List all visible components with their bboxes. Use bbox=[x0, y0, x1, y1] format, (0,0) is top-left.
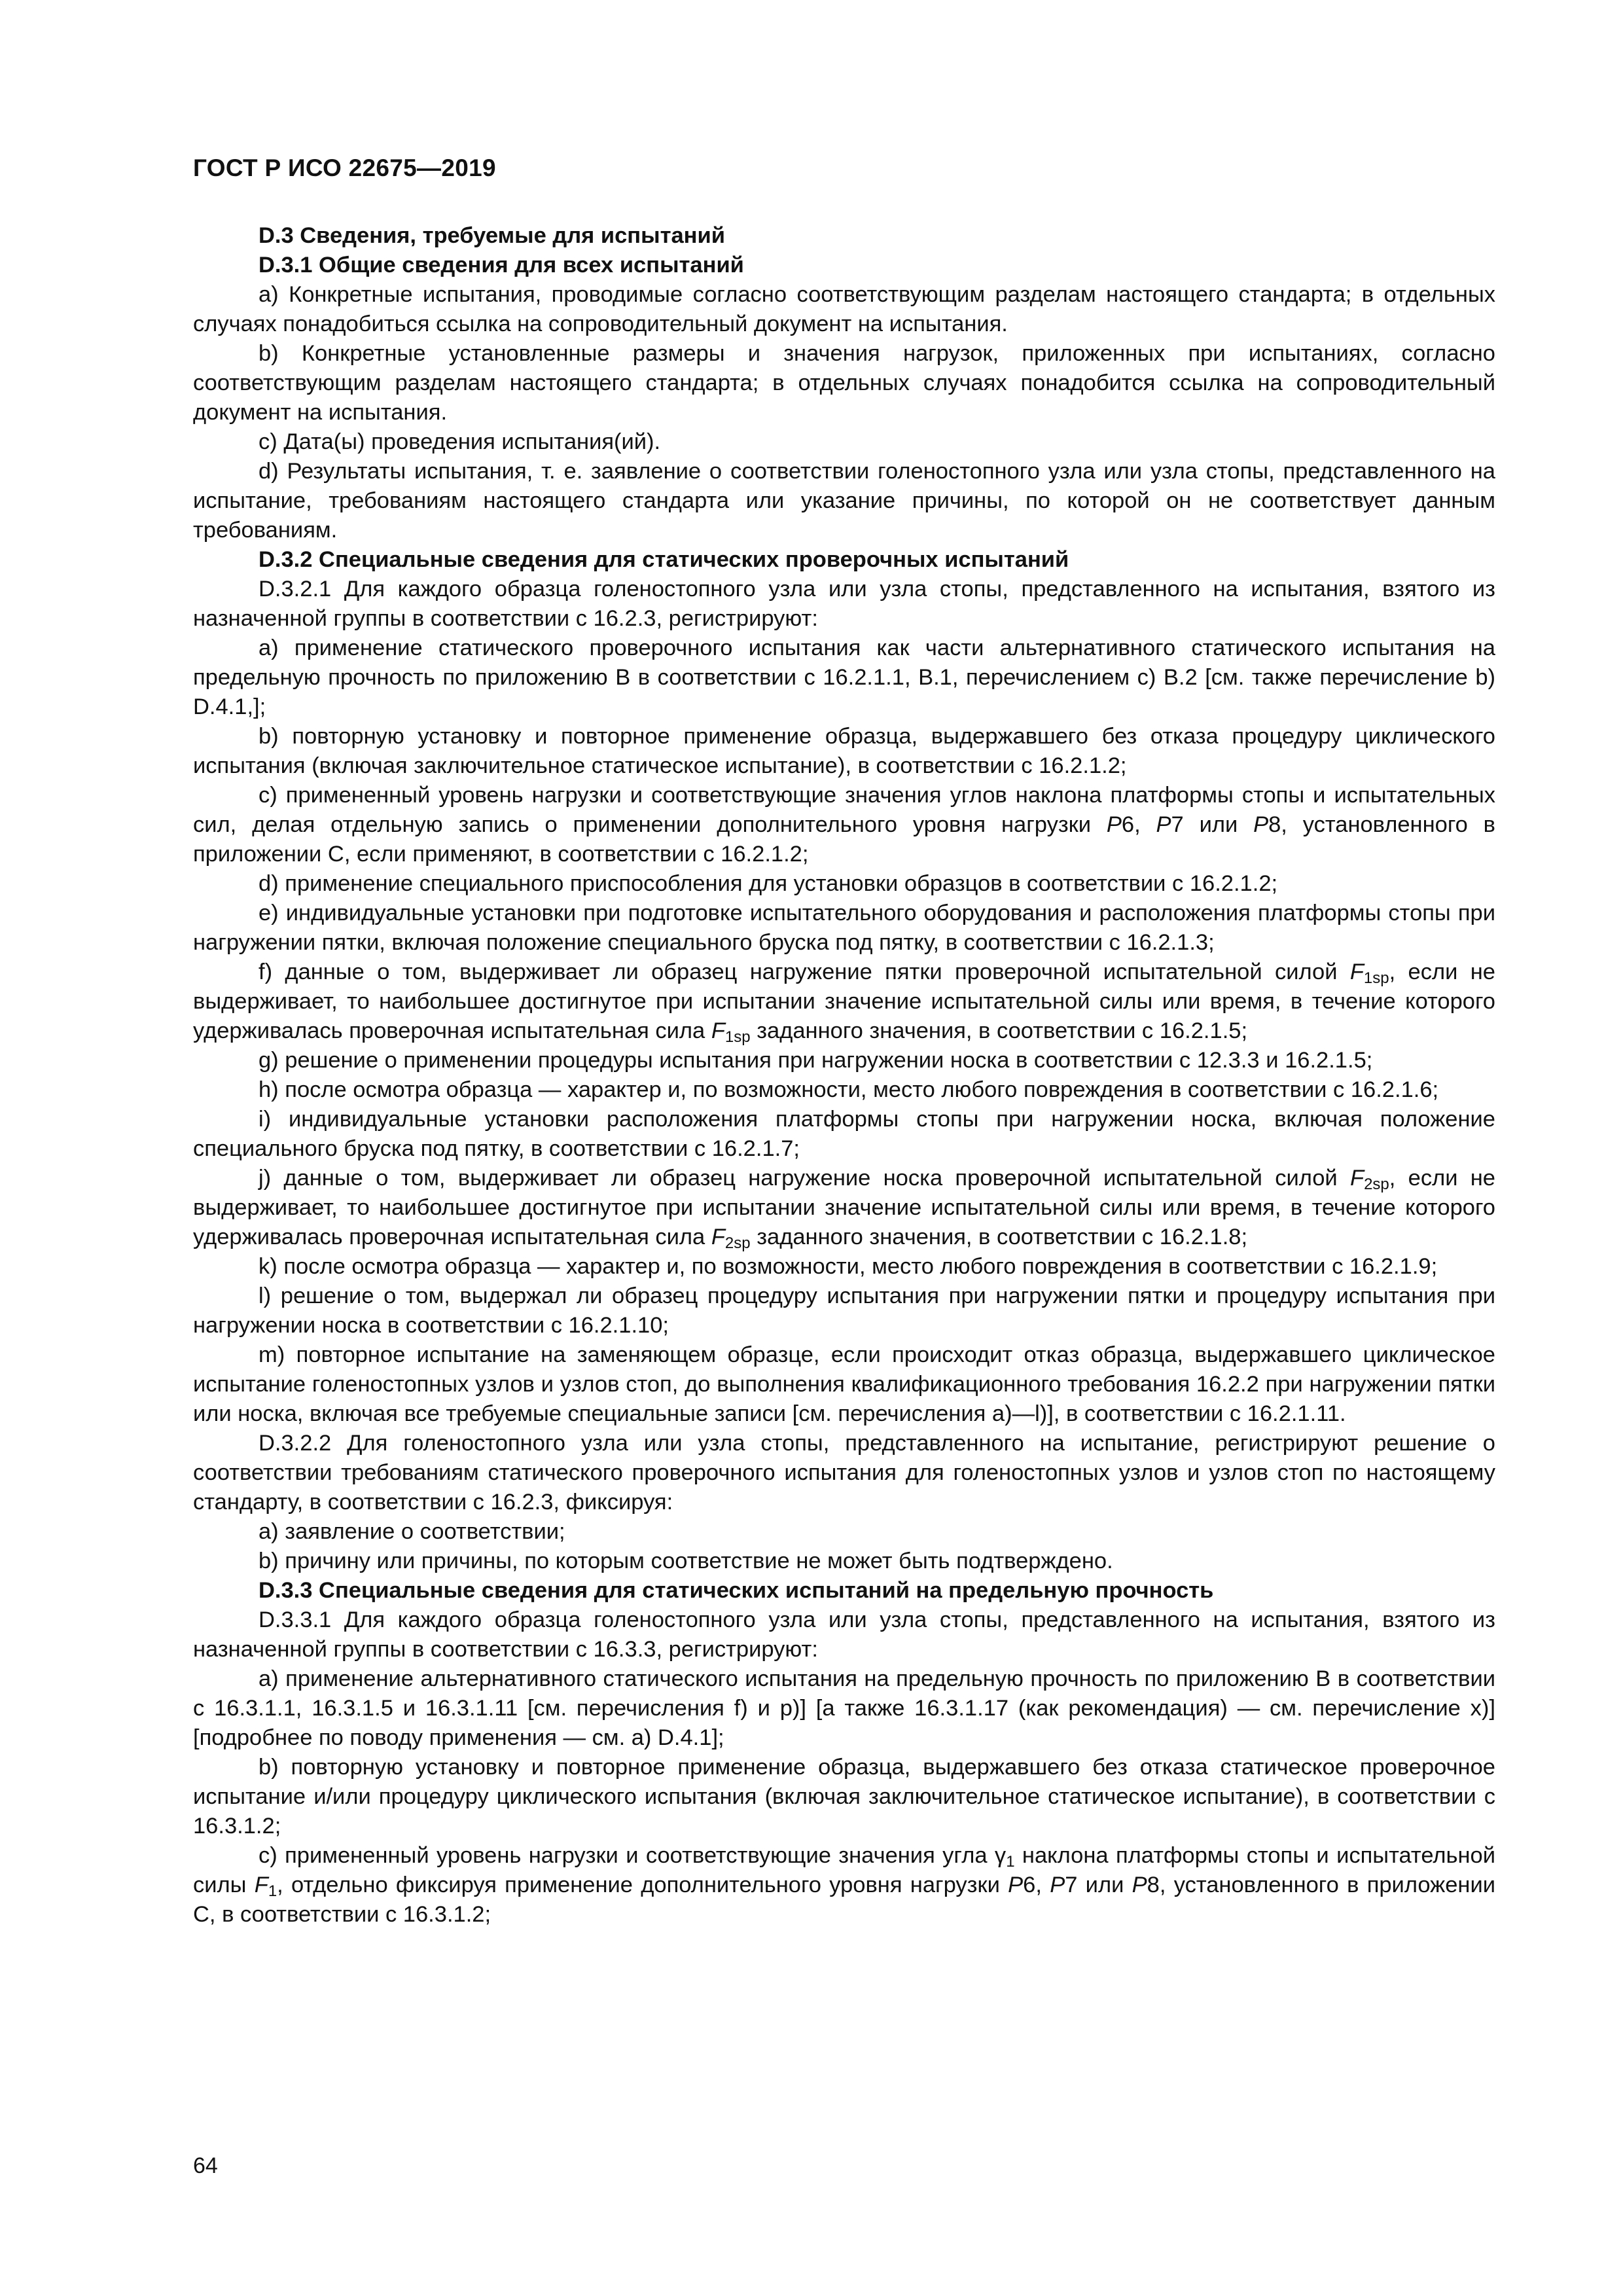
paragraph: h) после осмотра образца — характер и, по возможности, место любого повреждения в соответствии с 16.2.1.6; bbox=[259, 1077, 1439, 1102]
paragraph: l) решение о том, выдержал ли образец процедуру испытания при нагружении пятки и процедуру испытания при нагружении носка в соответствии с 16.2.1.10; bbox=[193, 1283, 1495, 1338]
paragraph: c) примененный уровень нагрузки и соответствующие значения углов наклона платформы стопы и испытательных сил, делая отдельную запись о применении дополнительного уровня нагрузки P6, P7 или P8, установленного в приложении С, если применяют, в соответствии с 16.2.1.2; bbox=[193, 783, 1496, 867]
paragraph: b) Конкретные установленные размеры и значения нагрузок, приложенных при испытаниях, согласно соответствующим разделам настоящего стандарта; в отдельных случаях понадобится ссылка на сопроводительный документ на испытания. bbox=[193, 341, 1495, 425]
paragraph: d) применение специального приспособления для установки образцов в соответствии с 16.2.1.2; bbox=[259, 871, 1278, 896]
page-number: 64 bbox=[193, 2153, 218, 2178]
paragraph: e) индивидуальные установки при подготовке испытательного оборудования и расположения платформы стопы при нагружении пятки, включая положение специального бруска под пятку, в соответствии с 16.2.1.3; bbox=[193, 901, 1495, 955]
section-heading: D.3 Сведения, требуемые для испытаний bbox=[259, 223, 725, 248]
paragraph: j) данные о том, выдерживает ли образец нагружение носка проверочной испытательной силой $F_{2sp}$, если не выдерживает, то наибольшее достигнутое при испытании значение испытательной силы или время, в течение которого удерживалась проверочная испытательная сила $F_{2sp}$ заданного значения, в соответствии с 16.2.1.8; bbox=[193, 1166, 1495, 1252]
paragraph: c) Дата(ы) проведения испытания(ий). bbox=[259, 429, 661, 454]
paragraph: i) индивидуальные установки расположения платформы стопы при нагружении носка, включая положение специального бруска под пятку, в соответствии с 16.2.1.7; bbox=[193, 1107, 1495, 1161]
paragraph: D.3.3.1 Для каждого образца голеностопного узла или узла стопы, представленного на испытания, взятого из назначенной группы в соответствии с 16.3.3, регистрируют: bbox=[193, 1607, 1495, 1662]
section-heading: D.3.2 Специальные сведения для статических проверочных испытаний bbox=[259, 547, 1069, 572]
paragraph: g) решение о применении процедуры испытания при нагружении носка в соответствии с 12.3.3 и 16.2.1.5; bbox=[259, 1048, 1373, 1073]
paragraph: a) Конкретные испытания, проводимые согласно соответствующим разделам настоящего стандарта; в отдельных случаях понадобиться ссылка на сопроводительный документ на испытания. bbox=[193, 282, 1495, 336]
paragraph: c) примененный уровень нагрузки и соответствующие значения угла $\gamma_1$ наклона платформы стопы и испытательной силы $F_1$, отдельно фиксируя применение дополнительного уровня нагрузки P6, P7 или P8, установленного в приложении С, в соответствии с 16.3.1.2; bbox=[193, 1843, 1496, 1927]
paragraph: a) применение альтернативного статического испытания на предельную прочность по приложению В в соответствии с 16.3.1.1, 16.3.1.5 и 16.3.1.11 [см. перечисления f) и р)] [а также 16.3.1.17 (как рекомендация) — см. перечисление х)] [подробнее по поводу применения — см. а) D.4.1]; bbox=[193, 1666, 1495, 1750]
paragraph: D.3.2.2 Для голеностопного узла или узла стопы, представленного на испытание, регистрируют решение о соответствии требованиям статического проверочного испытания для голеностопных узлов и узлов стоп по настоящему стандарту, в соответствии с 16.2.3, фиксируя: bbox=[193, 1431, 1495, 1515]
paragraph: b) причину или причины, по которым соответствие не может быть подтверждено. bbox=[259, 1549, 1113, 1573]
section-heading: D.3.3 Специальные сведения для статических испытаний на предельную прочность bbox=[259, 1578, 1214, 1603]
section-heading: D.3.1 Общие сведения для всех испытаний bbox=[259, 253, 744, 278]
document-header: ГОСТ Р ИСО 22675—2019 bbox=[193, 154, 496, 181]
paragraph: k) после осмотра образца — характер и, по возможности, место любого повреждения в соответствии с 16.2.1.9; bbox=[259, 1254, 1438, 1279]
paragraph: d) Результаты испытания, т. е. заявление о соответствии голеностопного узла или узла стопы, представленного на испытание, требованиям настоящего стандарта или указание причины, по которой он не соответствует данным требованиям. bbox=[193, 459, 1495, 543]
paragraph: b) повторную установку и повторное применение образца, выдержавшего без отказа процедуру циклического испытания (включая заключительное статическое испытание), в соответствии с 16.2.1.2; bbox=[193, 724, 1495, 778]
document-body bbox=[193, 221, 1495, 1929]
paragraph: a) применение статического проверочного испытания как части альтернативного статического испытания на предельную прочность по приложению В в соответствии с 16.2.1.1, В.1, перечислением с) В.2 [см. также перечисление b) D.4.1,]; bbox=[193, 636, 1495, 719]
paragraph: a) заявление о соответствии; bbox=[259, 1519, 565, 1544]
paragraph: m) повторное испытание на заменяющем образце, если происходит отказ образца, выдержавшего циклическое испытание голеностопных узлов и узлов стоп, до выполнения квалификационного требования 16.2.2 при нагружении пятки или носка, включая все требуемые специальные записи [см. перечисления а)—l)], в соответствии с 16.2.1.11. bbox=[193, 1342, 1495, 1426]
paragraph: f) данные о том, выдерживает ли образец нагружение пятки проверочной испытательной силой $F_{1sp}$, если не выдерживает, то наибольшее достигнутое при испытании значение испытательной силы или время, в течение которого удерживалась проверочная испытательная сила $F_{1sp}$ заданного значения, в соответствии с 16.2.1.5; bbox=[193, 960, 1495, 1046]
paragraph: b) повторную установку и повторное применение образца, выдержавшего без отказа статическое проверочное испытание и/или процедуру циклического испытания (включая заключительное статическое испытание), в соответствии с 16.3.1.2; bbox=[193, 1755, 1495, 1839]
paragraph: D.3.2.1 Для каждого образца голеностопного узла или узла стопы, представленного на испытания, взятого из назначенной группы в соответствии с 16.2.3, регистрируют: bbox=[193, 577, 1495, 631]
